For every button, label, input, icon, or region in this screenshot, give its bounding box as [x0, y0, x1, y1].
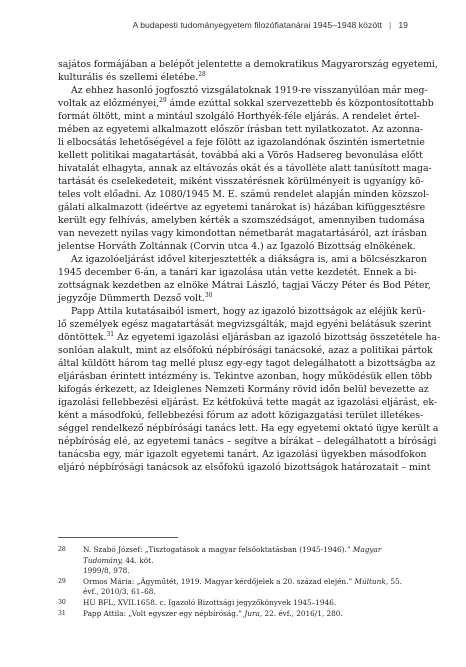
footnote-italic-title: Magyar Tudomány,	[83, 545, 382, 565]
text-run: jelentse Horváth Zoltánnak (Corvin utca 4.) az Igazoló Bizottság elnökének.	[58, 240, 416, 252]
text-line	[58, 383, 429, 397]
text-run: 1945 december 6-án, a tanári kar igazolása után vette kezdetét. Ennek a bi-	[58, 266, 417, 278]
text-line	[58, 123, 424, 137]
text-run: igazolási fellebbezési eljárást. Ez kétfokúvá tette magát az igazolási eljárást, ek-	[58, 396, 438, 408]
text-run: lő személyek egész magatartását megvizsgálták, majd egyéni belátásuk szerint	[58, 318, 432, 330]
footnote-segment: Ormos Mária: „Ágyműtét, 1919. Magyar kérdőjelek a 20. század elején.”	[83, 576, 353, 586]
main-text	[58, 59, 441, 475]
text-line	[58, 293, 413, 306]
text-run: van nevezett nyilas vagy kimondottan németbarát magatartásáról, azt írásban	[58, 227, 427, 239]
footnote-segment: 44. köt.	[123, 555, 154, 565]
footnote	[58, 598, 414, 609]
text-run: formát öltött, mint a mintául szolgáló Horthyék-féle eljárás. A rendelet értel-	[58, 110, 420, 122]
footnote-italic-title: Múltunk,	[352, 576, 389, 586]
text-run: jegyzője Dümmerth Dezső volt.	[58, 292, 205, 304]
text-line	[58, 240, 416, 254]
text-run: voltak az előzményei,	[58, 97, 160, 109]
text-line	[58, 227, 427, 241]
text-run: kellett politikai magatartását, továbbá aki a Vörös Hadsereg bevonulása előtt	[58, 149, 423, 161]
text-line	[58, 330, 441, 345]
text-line	[58, 72, 413, 85]
text-run: eljárásban érintett intézmény is. Tekintve azonban, hogy működésük ellen több	[58, 370, 433, 382]
footnote-ref: 31	[106, 330, 115, 338]
text-run: mében az egyetemi alkalmazott először írásban tett nyilatkozatot. Az azonna-	[58, 123, 424, 135]
footnote-ref: 30	[204, 291, 213, 299]
text-run: eljáró népbírósági tanácsok az elsőfokú igazoló bizottságok határozatait – mint	[58, 461, 431, 473]
text-line	[58, 84, 428, 98]
text-line	[58, 461, 431, 475]
footnote-ref: 29	[159, 96, 167, 104]
footnote-segment: 22. évf., 2016/1, 280.	[262, 608, 343, 618]
text-line	[58, 266, 417, 280]
text-line	[58, 422, 439, 436]
text-line	[58, 110, 420, 124]
text-run: Az igazolóeljárást idővel kiterjesztették a diákságra is, ami a bölcsészkaron	[71, 253, 427, 265]
text-line	[58, 162, 432, 176]
text-line	[58, 279, 431, 293]
footnote-text	[83, 545, 414, 566]
footnote	[58, 545, 414, 566]
text-line	[58, 357, 436, 371]
footnote-number: 31	[58, 609, 66, 617]
footnote-text	[83, 598, 414, 609]
text-line	[58, 59, 438, 72]
text-line	[58, 253, 427, 267]
footnote-text	[83, 577, 414, 598]
text-line	[58, 175, 424, 189]
footnote-text	[83, 609, 414, 620]
text-run: került egy felhívás, amelyben kérték a szomszédságot, amennyiben tudomása	[58, 214, 425, 226]
running-title: A budapesti tudományegyetem filozófiatanárai 1945–1948 között	[132, 20, 383, 30]
text-run: által küldött három tag mellé plusz egy-egy tagot delegálhatott a bizottságba az	[58, 357, 436, 369]
footnote	[58, 609, 414, 620]
text-run: li elbocsátás lehetőségével a feje fölött az igazolandónak őszintén ismertetnie	[58, 136, 425, 148]
page-number: 19	[398, 20, 408, 30]
footnote-segment: 55. évf., 2010/3, 61–68.	[83, 576, 403, 597]
text-run: tanácsba egy, már igazolt egyetemi tanárt. Az igazolási ügyekben másodfokon	[58, 448, 427, 460]
text-run: döntöttek.	[58, 331, 107, 343]
text-line	[58, 435, 437, 449]
running-header	[58, 20, 408, 30]
text-run: tartását és cselekedeteit, miként visszatérésnek körülményeit is ugyanígy kö-	[58, 175, 424, 187]
text-line	[58, 149, 423, 163]
footnote-continuation: 1999/8, 978.	[83, 566, 130, 576]
text-line	[58, 344, 433, 358]
text-run: sonlóan alakult, mint az elsőfokú népbírósági tanácsoké, azaz a politikai pártok	[58, 344, 433, 356]
text-run: gálati alkalmazott (ideértve az egyetemi tanárokat is) házában kifüggesztésre	[58, 201, 426, 213]
text-run: Az egyetemi igazolási eljárásban az igazoló bizottság összetétele ha-	[114, 331, 441, 343]
text-line	[58, 96, 434, 111]
footnote-segment: N. Szabó József: „Tisztogatások a magyar felsőoktatásban (1945-1946).”	[83, 545, 351, 554]
footnote-segment: HU BFL, XVII.1658. c. Igazoló Bizottsági jegyzőkönyvek 1945–1946.	[83, 597, 337, 607]
footnote-number: 30	[58, 598, 66, 606]
text-line	[58, 136, 425, 150]
text-run: sajátos formájában a belépőt jelentette a demokratikus Magyarország egyetemi,	[58, 59, 438, 70]
footnote-number: 28	[58, 546, 66, 553]
text-run: séggel rendelkező népbírósági tanács lett. Ha egy egyetemi oktató ügye került a	[58, 422, 439, 434]
text-line	[58, 305, 426, 319]
footnote-segment: Papp Attila: „Volt egyszer egy népbíróság.”	[83, 608, 243, 618]
text-run: ámde ezúttal sokkal szervezettebb és központosítottabb	[166, 97, 434, 109]
text-run: Papp Attila kutatásaiból ismert, hogy az igazoló bizottságok az eléjük kerü-	[71, 305, 426, 317]
text-run: népbíróság elé, az egyetemi tanács – segítve a bírákat – delegálhatott a bírósági	[58, 435, 437, 447]
footnote-rule	[58, 537, 178, 538]
text-line	[58, 396, 438, 410]
text-run: Az ehhez hasonló jogfosztó vizsgálatoknak 1919-re visszanyúlóan már meg-	[71, 84, 428, 96]
text-line	[58, 201, 426, 215]
footnote-ref: 28	[198, 70, 206, 78]
text-line	[58, 370, 433, 384]
footnote	[58, 577, 414, 598]
footnote-number: 29	[58, 577, 66, 585]
text-run: hivatalát elhagyta, annak az eltávozás okát és a távollète alatt tanúsított maga-	[58, 162, 432, 174]
header-separator: |	[389, 20, 392, 30]
text-run: ként a másodfokú, fellebbezési fórum az adott közigazgatási terület illetékes-	[58, 409, 424, 421]
text-line	[58, 409, 424, 423]
text-line	[58, 448, 427, 462]
footnotes	[58, 545, 414, 619]
text-run: teles volt előadni. Az 1080/1945 M. E. számú rendelet alapján minden közszol-	[58, 188, 430, 200]
text-line	[58, 188, 430, 202]
footnote-italic-title: Jura,	[242, 608, 263, 618]
text-line	[58, 214, 425, 228]
text-run: zottságnak kezdetben az elnöke Mátrai László, tagjai Váczy Péter és Bod Péter,	[58, 279, 431, 291]
text-run: kifogás érkezett, az Ideiglenes Nemzeti Kormány rövid időn belül bevezette az	[58, 383, 429, 395]
text-run: kulturális és szellemi életébe.	[58, 71, 199, 83]
